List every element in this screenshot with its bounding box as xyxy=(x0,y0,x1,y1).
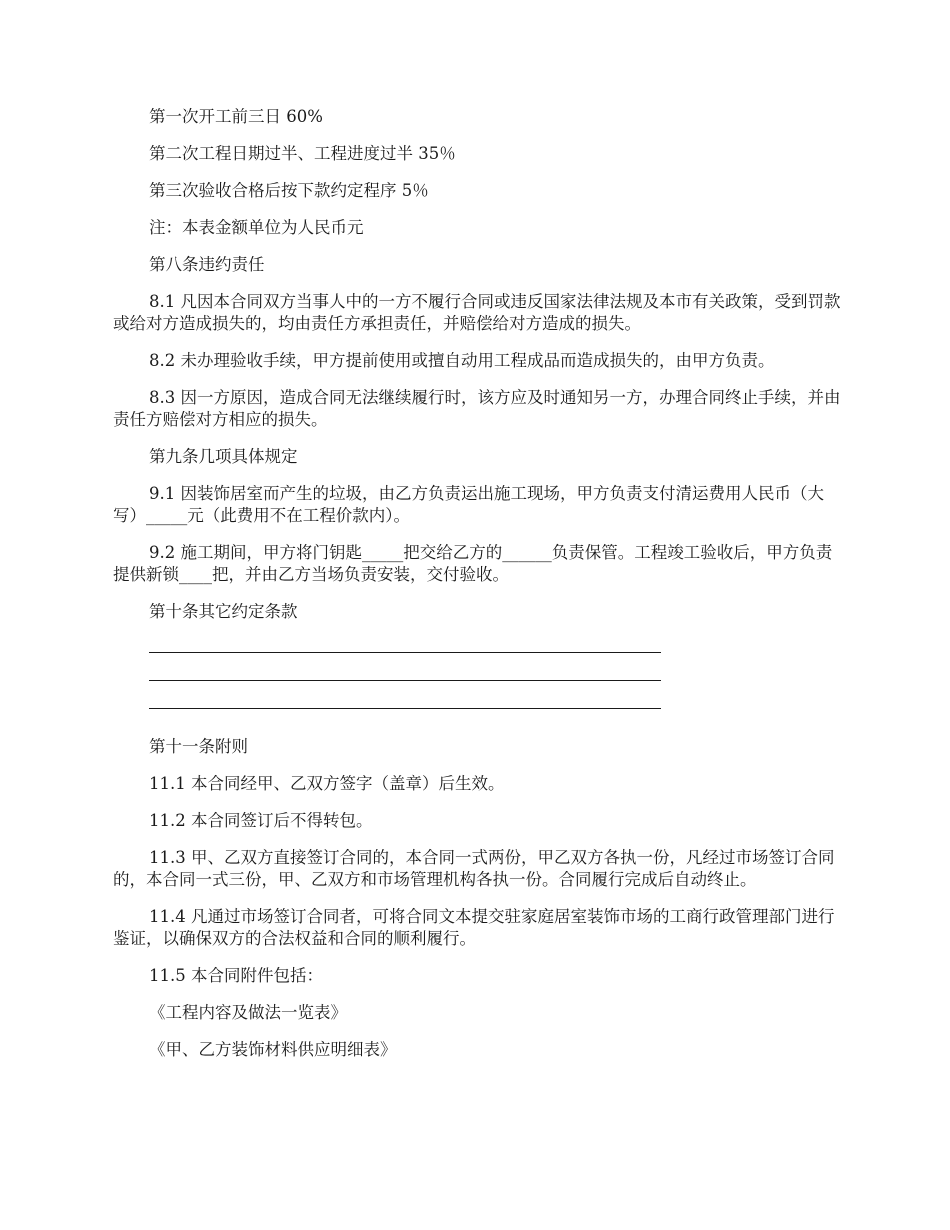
clause-11-5: 11.5 本合同附件包括： xyxy=(149,966,323,985)
article-10-heading: 第十条其它约定条款 xyxy=(149,602,298,621)
clause-11-3: 11.3 甲、乙双方直接签订合同的，本合同一式两份，甲乙双方各执一份，凡经过市场签订合同的，本合同一式三份，甲、乙双方和市场管理机构各执一份。合同履行完成后自动终止。 xyxy=(113,848,835,889)
article-8-heading: 第八条违约责任 xyxy=(149,255,265,274)
article-9-heading: 第九条几项具体规定 xyxy=(149,447,298,466)
article-11-heading: 第十一条附则 xyxy=(149,737,248,756)
clause-8-3: 8.3 因一方原因，造成合同无法继续履行时，该方应及时通知另一方，办理合同终止手续，并由责任方赔偿对方相应的损失。 xyxy=(113,388,841,429)
blank-line xyxy=(149,680,661,681)
payment-third: 第三次验收合格后按下款约定程序 5％ xyxy=(149,181,429,200)
amount-unit-note: 注：本表金额单位为人民币元 xyxy=(149,218,364,237)
clause-11-4: 11.4 凡通过市场签订合同者，可将合同文本提交驻家庭居室装饰市场的工商行政管理部门进行鉴证，以确保双方的合法权益和合同的顺利履行。 xyxy=(113,907,835,948)
attachment-1: 《工程内容及做法一览表》 xyxy=(149,1003,347,1022)
clause-8-2: 8.2 未办理验收手续，甲方提前使用或擅自动用工程成品而造成损失的，由甲方负责。 xyxy=(149,351,775,370)
clause-8-1: 8.1 凡因本合同双方当事人中的一方不履行合同或违反国家法律法规及本市有关政策，受到罚款或给对方造成损失的，均由责任方承担责任，并赔偿给对方造成的损失。 xyxy=(113,292,841,333)
blank-lines xyxy=(113,638,843,709)
clause-9-1: 9.1 因装饰居室而产生的垃圾，由乙方负责运出施工现场，甲方负责支付清运费用人民币（大写）_____元（此费用不在工程价款内）。 xyxy=(113,484,824,525)
payment-first: 第一次开工前三日 60% xyxy=(149,107,323,126)
clause-9-2: 9.2 施工期间，甲方将门钥匙_____把交给乙方的______负责保管。工程竣工验收后，甲方负责提供新锁____把，并由乙方当场负责安装，交付验收。 xyxy=(113,543,833,584)
blank-line xyxy=(149,652,661,653)
clause-11-2: 11.2 本合同签订后不得转包。 xyxy=(149,811,373,830)
payment-second: 第二次工程日期过半、工程进度过半 35％ xyxy=(149,144,456,163)
clause-11-1: 11.1 本合同经甲、乙双方签字（盖章）后生效。 xyxy=(149,774,505,793)
attachment-2: 《甲、乙方装饰材料供应明细表》 xyxy=(149,1040,397,1059)
blank-line xyxy=(149,708,661,709)
document-page xyxy=(113,106,843,1076)
